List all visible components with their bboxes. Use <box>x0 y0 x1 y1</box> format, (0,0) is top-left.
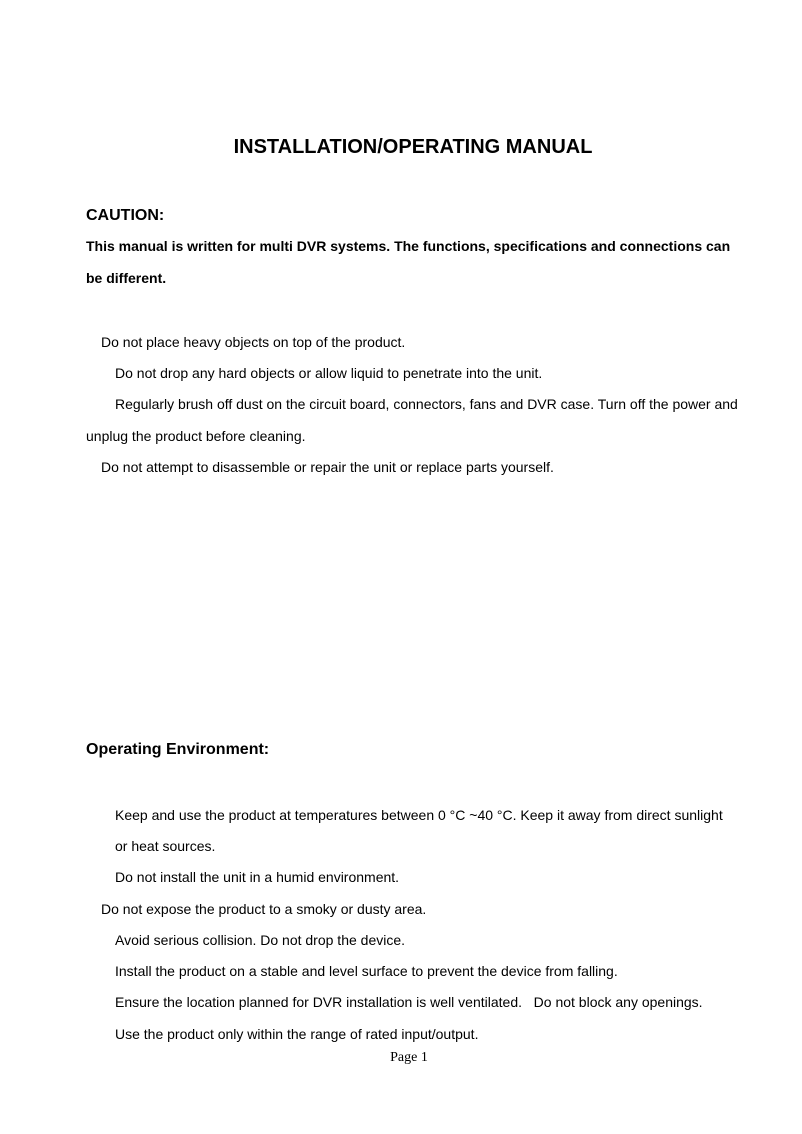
env-item-ventilation: Ensure the location planned for DVR installation is well ventilated. Do not block any openings. <box>115 994 703 1010</box>
env-item-collision: Avoid serious collision. Do not drop the device. <box>115 932 406 948</box>
caution-notice-line-1: This manual is written for multi DVR systems. The functions, specifications and connections can <box>86 238 731 254</box>
env-item-temperature: Keep and use the product at temperatures between 0 °C ~40 °C. Keep it away from direct sunlight <box>115 807 723 823</box>
env-item-rated-io: Use the product only within the range of rated input/output. <box>115 1026 479 1042</box>
env-item-humid: Do not install the unit in a humid environment. <box>115 869 400 885</box>
caution-item-disassemble: Do not attempt to disassemble or repair the unit or replace parts yourself. <box>101 459 554 475</box>
env-item-stable-surface: Install the product on a stable and level surface to prevent the device from falling. <box>115 963 618 979</box>
operating-environment-heading: Operating Environment: <box>86 741 270 758</box>
page-title: INSTALLATION/OPERATING MANUAL <box>233 136 593 158</box>
caution-heading: CAUTION: <box>86 207 165 224</box>
caution-item-hard-objects-liquid: Do not drop any hard objects or allow liquid to penetrate into the unit. <box>115 365 543 381</box>
page-number: Page 1 <box>390 1050 428 1065</box>
caution-item-heavy-objects: Do not place heavy objects on top of the product. <box>101 334 406 350</box>
env-item-smoky-dusty: Do not expose the product to a smoky or dusty area. <box>101 901 427 917</box>
caution-item-brush-dust-continued: unplug the product before cleaning. <box>86 428 306 444</box>
caution-notice-line-2: be different. <box>86 270 167 286</box>
caution-item-brush-dust: Regularly brush off dust on the circuit board, connectors, fans and DVR case. Turn off the power and <box>115 396 738 412</box>
env-item-temperature-continued: or heat sources. <box>115 838 216 854</box>
